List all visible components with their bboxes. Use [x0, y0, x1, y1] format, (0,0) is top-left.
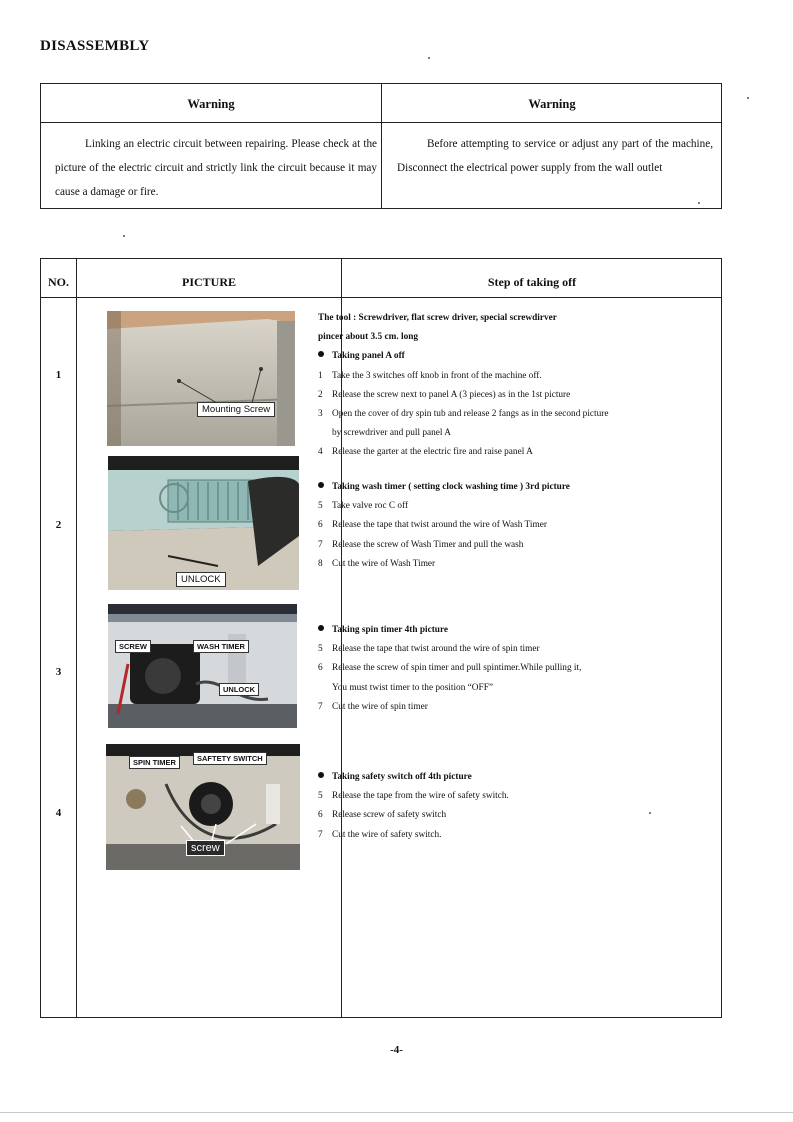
step-item: 1 Take the 3 switches off knob in front of the machine off. [318, 370, 542, 381]
warning-text-right: Before attempting to service or adjust any part of the machine, Disconnect the electrical power supply from the wall outlet [397, 138, 713, 174]
column-header-no: NO. [48, 275, 69, 289]
row-number-1: 1 [55, 369, 62, 381]
step-item: 3 Open the cover of dry spin tub and release 2 fangs as in the second picture [318, 409, 609, 420]
step-item: 2 Release the screw next to panel A (3 pieces) as in the 1st picture [318, 389, 571, 400]
step-item: 5 Release the tape that twist around the wire of spin timer [318, 644, 540, 655]
scan-speck [123, 235, 125, 237]
steps-block-2 [318, 478, 570, 574]
step-item: 7 Cut the wire of spin timer [318, 701, 428, 712]
step-item: You must twist timer to the position “OFF” [332, 682, 493, 693]
column-header-picture: PICTURE [181, 275, 236, 289]
callout-safety-switch-4: SAFTETY SWITCH [193, 752, 267, 765]
steps-block-3 [318, 621, 581, 717]
step-item: 5 Release the tape from the wire of safety switch. [318, 791, 509, 802]
step-item: 7 Cut the wire of safety switch. [318, 829, 442, 840]
warning-header-right: Warning [528, 97, 576, 111]
step-item: 5 Take valve roc C off [318, 501, 409, 512]
callout-unlock-2: UNLOCK [176, 572, 226, 587]
footer-rule [0, 1112, 793, 1113]
photo-panel-a [107, 311, 295, 446]
warning-header-left: Warning [187, 97, 235, 111]
callout-spin-timer-4: SPIN TIMER [129, 756, 180, 769]
step-item: 8 Cut the wire of Wash Timer [318, 558, 436, 569]
step-item: by screwdriver and pull panel A [332, 428, 452, 439]
photo-spin-timer [108, 604, 297, 728]
warning-table [40, 83, 722, 209]
section-heading-4: Taking safety switch off 4th picture [318, 768, 509, 787]
tool-line-1: The tool : Screwdriver, flat screw driver, special screwdirver [318, 313, 557, 323]
steps-block-4 [318, 768, 509, 845]
callout-wash-timer-3: WASH TIMER [193, 640, 249, 653]
page-number: -4- [390, 1044, 403, 1056]
section-heading-2: Taking wash timer ( setting clock washing time ) 3rd picture [318, 478, 570, 497]
scan-speck [428, 57, 430, 59]
row-number-4: 4 [55, 807, 62, 819]
callout-mounting-screw: Mounting Screw [197, 402, 275, 417]
scan-speck [747, 97, 749, 99]
step-item: 4 Release the garter at the electric fire and raise panel A [318, 447, 533, 458]
tool-line-2: pincer about 3.5 cm. long [318, 332, 419, 343]
scan-speck [649, 812, 651, 814]
callout-screw-3: SCREW [115, 640, 151, 653]
steps-block-1 [318, 309, 609, 463]
section-heading-1: Taking panel A off [318, 347, 609, 366]
scan-speck [698, 202, 700, 204]
warning-text-left: Linking an electric circuit between repairing. Please check at the picture of the electric circuit and strictly link the circuit because it may cause a damage or fire. [55, 138, 377, 198]
callout-unlock-3: UNLOCK [219, 683, 259, 696]
column-header-step: Step of taking off [487, 275, 577, 289]
row-number-3: 3 [55, 666, 62, 678]
step-item: 6 Release screw of safety switch [318, 810, 447, 821]
callout-screw-4: screw [186, 840, 225, 856]
step-item: 6 Release the tape that twist around the wire of Wash Timer [318, 520, 547, 531]
step-item: 7 Release the screw of Wash Timer and pull the wash [318, 539, 524, 550]
page-title: DISASSEMBLY [40, 38, 150, 54]
section-heading-3: Taking spin timer 4th picture [318, 621, 581, 640]
row-number-2: 2 [55, 519, 62, 531]
step-item: 6 Release the screw of spin timer and pull spintimer.While pulling it, [318, 663, 582, 674]
photo-wash-timer [108, 456, 299, 590]
